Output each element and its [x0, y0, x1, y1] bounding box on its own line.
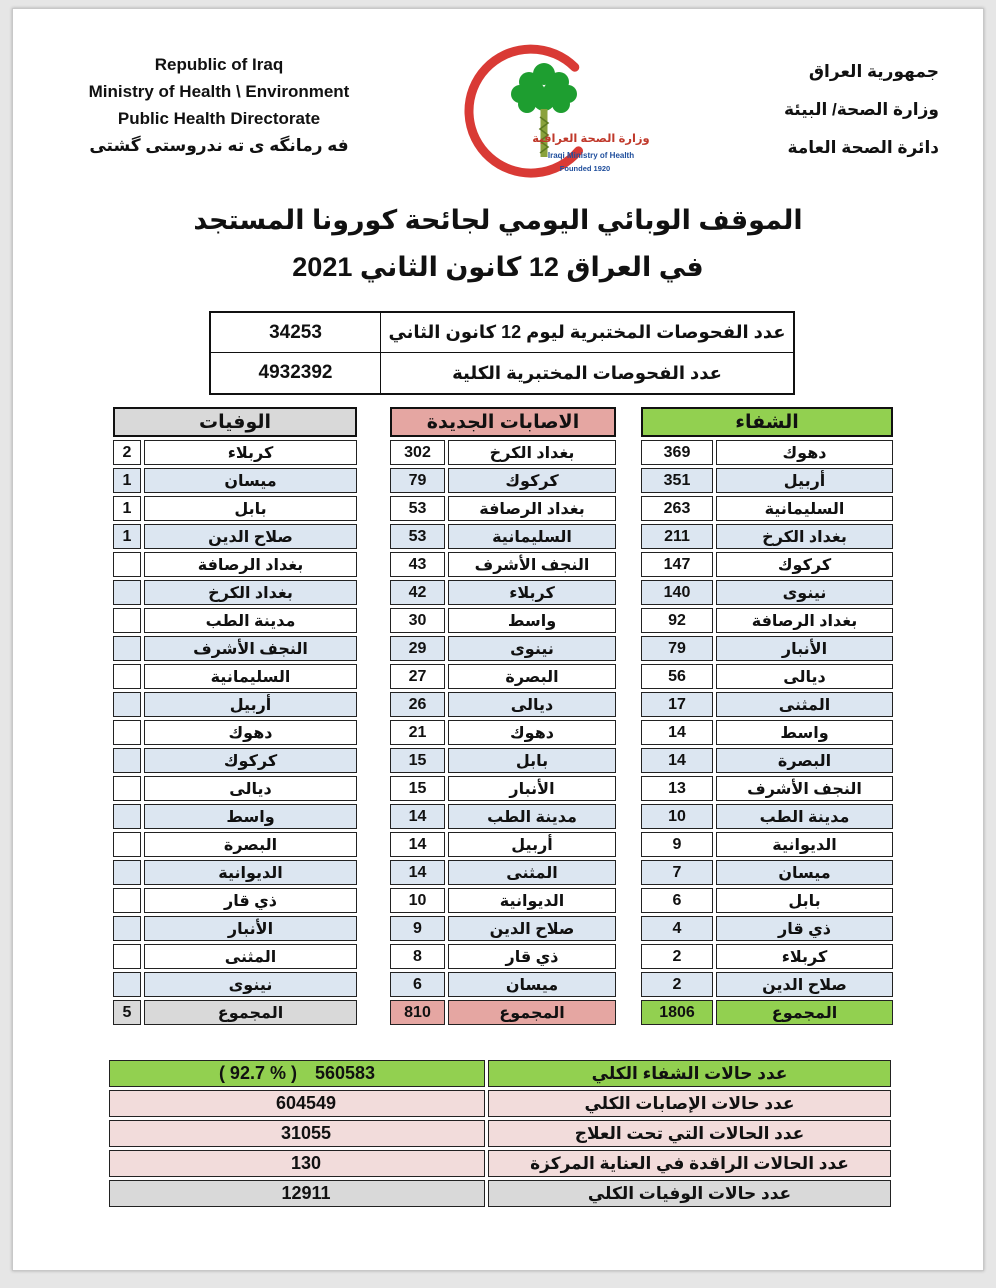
province-name-cell: كربلاء [448, 580, 616, 605]
province-name-cell: المجموع [716, 1000, 893, 1025]
count-cell [113, 916, 141, 941]
logo-founded-text: Founded 1920 [559, 164, 611, 173]
province-name-cell: ميسان [716, 860, 893, 885]
province-name-cell: المثنى [716, 692, 893, 717]
table-row [641, 748, 893, 773]
table-row [641, 832, 893, 857]
province-name-cell: دهوك [448, 720, 616, 745]
kurdish-line: فه رمانگه ى ته ندروستى گشتى [89, 136, 349, 155]
count-cell: 14 [641, 720, 713, 745]
province-name-cell: الأنبار [448, 776, 616, 801]
count-cell: 5 [113, 1000, 141, 1025]
count-cell: 56 [641, 664, 713, 689]
table-row [390, 664, 616, 689]
province-name-cell: واسط [144, 804, 357, 829]
count-cell: 2 [641, 944, 713, 969]
province-name-cell: الأنبار [144, 916, 357, 941]
province-name-cell: الديوانية [448, 888, 616, 913]
count-cell: 15 [390, 748, 445, 773]
summary-label-cell: عدد حالات الإصابات الكلي [488, 1090, 891, 1117]
table-row [641, 552, 893, 577]
table-row [113, 552, 357, 577]
province-name-cell: أربيل [448, 832, 616, 857]
table-row [113, 748, 357, 773]
report-title-line2: في العراق 12 كانون الثاني 2021 [292, 252, 704, 282]
count-cell: 27 [390, 664, 445, 689]
total-tests-label: عدد الفحوصات المختبرية الكلية [452, 362, 722, 383]
summary-label-cell: عدد الحالات التي تحت العلاج [488, 1120, 891, 1147]
count-cell: 14 [390, 832, 445, 857]
new-cases-table-header: الاصابات الجديدة [390, 407, 616, 437]
count-cell [113, 692, 141, 717]
summary-value-cell [109, 1120, 485, 1147]
province-name-cell: مدينة الطب [448, 804, 616, 829]
province-name-cell: الأنبار [716, 636, 893, 661]
province-name-cell: السليمانية [448, 524, 616, 549]
table-row [390, 776, 616, 801]
table-row [390, 916, 616, 941]
province-name-cell: كربلاء [716, 944, 893, 969]
province-name-cell: بغداد الكرخ [716, 524, 893, 549]
count-cell: 302 [390, 440, 445, 465]
count-cell: 2 [641, 972, 713, 997]
count-cell: 9 [641, 832, 713, 857]
province-name-cell: أربيل [716, 468, 893, 493]
province-name-cell: البصرة [144, 832, 357, 857]
count-cell [113, 748, 141, 773]
table-row [641, 888, 893, 913]
province-name-cell: الديوانية [144, 860, 357, 885]
count-cell: 810 [390, 1000, 445, 1025]
count-cell: 9 [390, 916, 445, 941]
province-name-cell: نينوى [144, 972, 357, 997]
table-row [113, 944, 357, 969]
table-row [390, 720, 616, 745]
table-row [390, 580, 616, 605]
count-cell: 1 [113, 496, 141, 521]
count-cell: 92 [641, 608, 713, 633]
province-name-cell: ذي قار [448, 944, 616, 969]
table-row [113, 916, 357, 941]
count-cell: 4 [641, 916, 713, 941]
province-name-cell: المثنى [144, 944, 357, 969]
table-row [113, 636, 357, 661]
count-cell [113, 720, 141, 745]
table-row [211, 313, 793, 353]
count-cell [113, 608, 141, 633]
report-title-line1: الموقف الوبائي اليومي لجائحة كورونا المستجد [193, 205, 803, 235]
province-name-cell: بغداد الرصافة [144, 552, 357, 577]
province-name-cell: مدينة الطب [716, 804, 893, 829]
province-name-cell: أربيل [144, 692, 357, 717]
count-cell [113, 580, 141, 605]
table-row [113, 888, 357, 913]
count-cell: 14 [390, 804, 445, 829]
count-cell: 1 [113, 524, 141, 549]
province-name-cell: النجف الأشرف [144, 636, 357, 661]
summary-value: 130 [290, 1153, 322, 1173]
count-cell [113, 804, 141, 829]
province-name-cell: كركوك [144, 748, 357, 773]
summary-value: 31055 [280, 1123, 332, 1143]
count-cell: 21 [390, 720, 445, 745]
ministry-of-health-logo [439, 39, 659, 189]
count-cell: 42 [390, 580, 445, 605]
total-row [390, 1000, 616, 1025]
recoveries-table [641, 407, 893, 1028]
arabic-line: جمهورية العراق [808, 62, 939, 81]
table-row [113, 804, 357, 829]
table-row [113, 832, 357, 857]
table-row [113, 776, 357, 801]
table-row [390, 804, 616, 829]
summary-value: 560583 [314, 1063, 376, 1083]
province-name-cell: واسط [716, 720, 893, 745]
count-cell: 10 [390, 888, 445, 913]
province-name-cell: صلاح الدين [448, 916, 616, 941]
province-name-cell: بابل [716, 888, 893, 913]
province-name-cell: صلاح الدين [716, 972, 893, 997]
summary-value: 12911 [281, 1183, 331, 1203]
province-name-cell: ميسان [448, 972, 616, 997]
province-name-cell: صلاح الدين [144, 524, 357, 549]
summary-label-cell: عدد الحالات الراقدة في العناية المركزة [488, 1150, 891, 1177]
table-row [390, 440, 616, 465]
count-cell [113, 888, 141, 913]
province-name-cell: المجموع [144, 1000, 357, 1025]
table-row [390, 608, 616, 633]
table-row [113, 580, 357, 605]
count-cell: 7 [641, 860, 713, 885]
table-row [390, 692, 616, 717]
summary-label-cell: عدد حالات الوفيات الكلي [488, 1180, 891, 1207]
new-cases-table [390, 407, 616, 1028]
table-row [109, 1150, 891, 1177]
table-row [113, 608, 357, 633]
ministry-logo-graphic [439, 39, 659, 189]
english-title-block [69, 39, 369, 159]
table-row [109, 1120, 891, 1147]
province-name-cell: المثنى [448, 860, 616, 885]
table-row [390, 832, 616, 857]
table-row [113, 524, 357, 549]
count-cell [113, 552, 141, 577]
table-row [641, 720, 893, 745]
totals-summary-table [109, 1060, 891, 1207]
province-name-cell: ذي قار [716, 916, 893, 941]
province-name-cell: ديالى [448, 692, 616, 717]
count-cell: 43 [390, 552, 445, 577]
report-title [13, 197, 983, 291]
count-cell: 17 [641, 692, 713, 717]
province-name-cell: بغداد الرصافة [716, 608, 893, 633]
table-row [641, 944, 893, 969]
count-cell: 30 [390, 608, 445, 633]
province-name-cell: مدينة الطب [144, 608, 357, 633]
table-row [109, 1180, 891, 1207]
table-row [641, 468, 893, 493]
province-name-cell: السليمانية [716, 496, 893, 521]
count-cell: 2 [113, 440, 141, 465]
count-cell: 14 [390, 860, 445, 885]
table-row [390, 888, 616, 913]
total-tests-value: 4932392 [211, 353, 381, 393]
table-row [641, 972, 893, 997]
count-cell: 53 [390, 496, 445, 521]
province-name-cell: ديالى [716, 664, 893, 689]
count-cell [113, 832, 141, 857]
table-row [113, 496, 357, 521]
table-row [390, 552, 616, 577]
count-cell: 26 [390, 692, 445, 717]
table-row [113, 720, 357, 745]
total-row [113, 1000, 357, 1025]
table-row [390, 860, 616, 885]
daily-tests-value: 34253 [211, 313, 381, 352]
province-name-cell: النجف الأشرف [716, 776, 893, 801]
count-cell: 14 [641, 748, 713, 773]
count-cell: 15 [390, 776, 445, 801]
lab-tests-table [209, 311, 795, 395]
table-row [390, 496, 616, 521]
table-row [641, 860, 893, 885]
english-line: Public Health Directorate [117, 109, 321, 128]
table-row [641, 636, 893, 661]
daily-tests-label: عدد الفحوصات المختبرية ليوم 12 كانون الثاني [388, 322, 786, 342]
table-row [113, 692, 357, 717]
table-row [211, 353, 793, 393]
count-cell: 79 [641, 636, 713, 661]
table-row [641, 580, 893, 605]
count-cell [113, 972, 141, 997]
province-name-cell: ميسان [144, 468, 357, 493]
table-row [641, 524, 893, 549]
table-row [113, 972, 357, 997]
summary-label-cell: عدد حالات الشفاء الكلي [488, 1060, 891, 1087]
arabic-line: دائرة الصحة العامة [787, 138, 939, 157]
province-name-cell: بغداد الرصافة [448, 496, 616, 521]
province-name-cell: بابل [448, 748, 616, 773]
province-name-cell: بابل [144, 496, 357, 521]
count-cell: 211 [641, 524, 713, 549]
table-row [641, 804, 893, 829]
recoveries-table-header: الشفاء [641, 407, 893, 437]
count-cell [113, 664, 141, 689]
table-row [390, 748, 616, 773]
table-row [113, 860, 357, 885]
count-cell: 6 [390, 972, 445, 997]
province-name-cell: النجف الأشرف [448, 552, 616, 577]
province-name-cell: دهوك [716, 440, 893, 465]
count-cell [113, 636, 141, 661]
province-name-cell: الديوانية [716, 832, 893, 857]
table-row [641, 776, 893, 801]
logo-english-name: Iraqi Ministry of Health [547, 151, 635, 160]
table-row [641, 916, 893, 941]
province-name-cell: دهوك [144, 720, 357, 745]
table-row [641, 608, 893, 633]
province-tables-row [113, 407, 983, 1028]
province-name-cell: واسط [448, 608, 616, 633]
province-name-cell: ذي قار [144, 888, 357, 913]
province-name-cell: البصرة [448, 664, 616, 689]
table-row [113, 468, 357, 493]
province-name-cell: ديالى [144, 776, 357, 801]
count-cell: 13 [641, 776, 713, 801]
province-name-cell: نينوى [448, 636, 616, 661]
table-row [641, 440, 893, 465]
logo-arabic-name: وزارة الصحة العراقية [532, 133, 650, 145]
deaths-table-header: الوفيات [113, 407, 357, 437]
summary-value-cell [109, 1090, 485, 1117]
report-header [13, 9, 983, 189]
english-line: Ministry of Health \ Environment [88, 82, 350, 101]
table-row [390, 524, 616, 549]
count-cell: 6 [641, 888, 713, 913]
province-name-cell: المجموع [448, 1000, 616, 1025]
arabic-line: وزارة الصحة/ البيئة [783, 100, 939, 119]
count-cell: 147 [641, 552, 713, 577]
count-cell: 369 [641, 440, 713, 465]
count-cell: 263 [641, 496, 713, 521]
total-row [641, 1000, 893, 1025]
summary-value: 604549 [275, 1093, 337, 1113]
table-row [641, 496, 893, 521]
province-name-cell: السليمانية [144, 664, 357, 689]
province-name-cell: البصرة [716, 748, 893, 773]
table-row [390, 468, 616, 493]
summary-value-cell [109, 1150, 485, 1177]
report-page [12, 8, 984, 1271]
count-cell [113, 944, 141, 969]
count-cell [113, 776, 141, 801]
count-cell: 10 [641, 804, 713, 829]
province-name-cell: كربلاء [144, 440, 357, 465]
count-cell: 1806 [641, 1000, 713, 1025]
count-cell: 29 [390, 636, 445, 661]
count-cell: 79 [390, 468, 445, 493]
summary-percent: ( 92.7 % ) [218, 1063, 297, 1083]
count-cell: 351 [641, 468, 713, 493]
table-row [641, 692, 893, 717]
count-cell: 140 [641, 580, 713, 605]
table-row [390, 944, 616, 969]
province-name-cell: بغداد الكرخ [144, 580, 357, 605]
province-name-cell: بغداد الكرخ [448, 440, 616, 465]
english-line: Republic of Iraq [154, 55, 284, 74]
table-row [109, 1060, 891, 1087]
table-row [641, 664, 893, 689]
count-cell: 53 [390, 524, 445, 549]
table-row [390, 972, 616, 997]
province-name-cell: كركوك [448, 468, 616, 493]
deaths-table [113, 407, 357, 1028]
arabic-title-block [729, 39, 939, 167]
province-name-cell: نينوى [716, 580, 893, 605]
count-cell: 8 [390, 944, 445, 969]
table-row [390, 636, 616, 661]
table-row [113, 440, 357, 465]
summary-value-cell [109, 1060, 485, 1087]
summary-value-cell [109, 1180, 485, 1207]
count-cell [113, 860, 141, 885]
province-name-cell: كركوك [716, 552, 893, 577]
count-cell: 1 [113, 468, 141, 493]
table-row [113, 664, 357, 689]
table-row [109, 1090, 891, 1117]
